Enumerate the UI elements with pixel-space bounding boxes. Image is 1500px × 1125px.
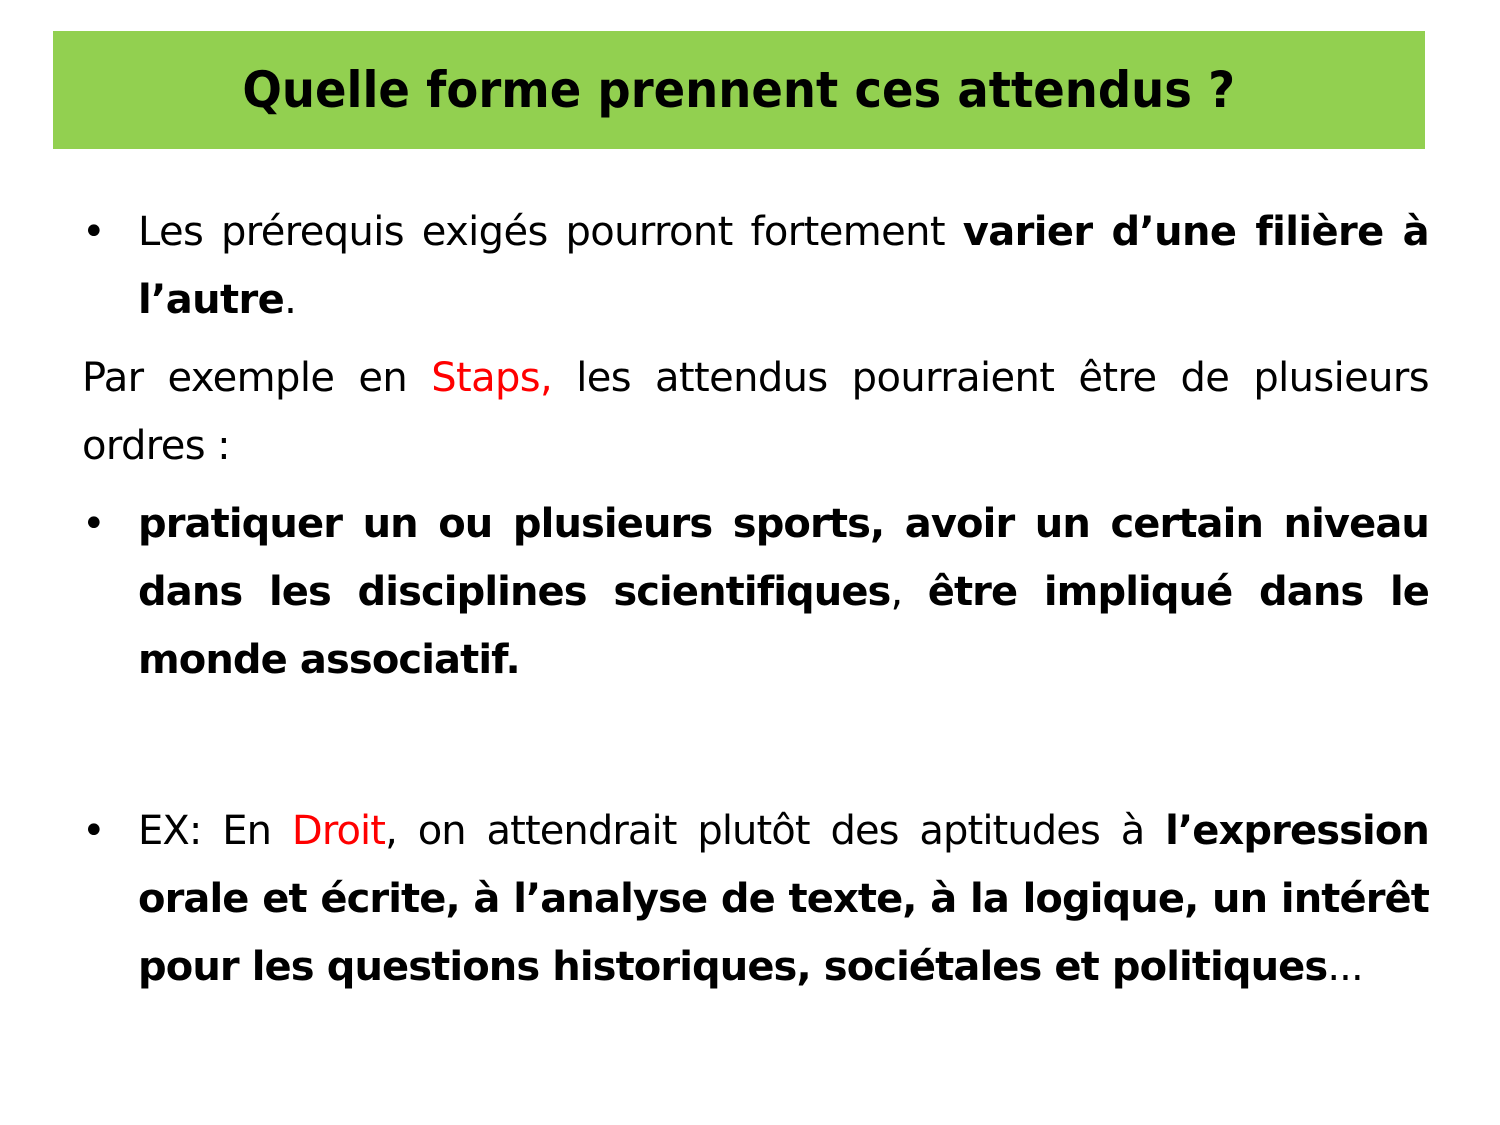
bullet-paragraph-staps-requirements: [82, 490, 1429, 694]
bullet-icon: •: [82, 209, 105, 255]
droit-intro: EX: En: [138, 808, 292, 854]
staps-intro: Par exemple en: [82, 355, 432, 401]
slide-title-bar: [53, 31, 1425, 149]
staps-highlight: Staps,: [431, 355, 553, 401]
staps-rest: les attendus pourraient être de plusieurs ordres :: [82, 355, 1429, 469]
staps-requirements-part1: pratiquer un ou plusieurs sports, avoir un certain niveau dans les disciplines scientifiques: [138, 501, 1429, 615]
droit-ellipsis: ...: [1327, 944, 1363, 990]
droit-skills: l’expression orale et écrite, à l’analyse de texte, à la logique, un intérêt pour les questions historiques, sociétales et politiques: [138, 808, 1429, 990]
droit-highlight: Droit: [291, 808, 386, 854]
prerequisites-emphasis: varier d’une filière à l’autre: [138, 209, 1429, 323]
bullet-icon: •: [82, 808, 105, 854]
paragraph-staps-example: [82, 344, 1429, 480]
bullet-icon: •: [82, 501, 105, 547]
slide-body: [82, 198, 1429, 1001]
droit-text: , on attendrait plutôt des aptitudes à: [385, 808, 1166, 854]
staps-requirements-separator: ,: [890, 569, 928, 615]
bullet-paragraph-droit-example: [82, 797, 1429, 1001]
slide-title: Quelle forme prennent ces attendus ?: [242, 61, 1236, 119]
staps-requirements-part2: être impliqué dans le monde associatif.: [138, 569, 1429, 683]
bullet-paragraph-prerequisites: [82, 198, 1429, 334]
prerequisites-end: .: [284, 277, 297, 323]
prerequisites-text: Les prérequis exigés pourront fortement: [138, 209, 963, 255]
